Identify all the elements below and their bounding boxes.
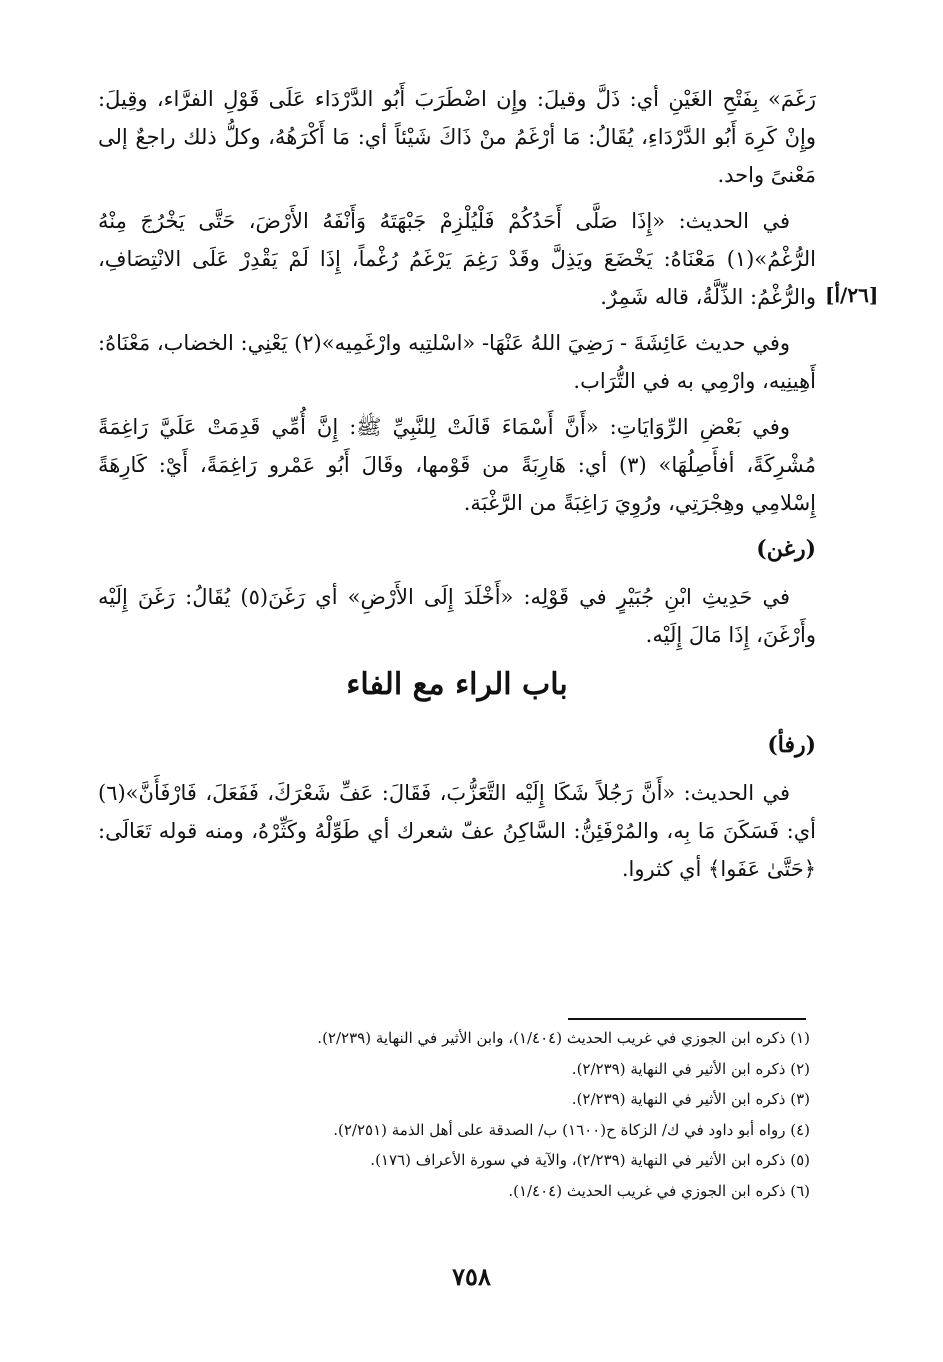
paragraph-2: في الحديث: «إِذَا صَلَّى أَحَدُكُمْ فَلْيُلْزِمْ جَبْهَتَهُ وَأَنْفَهُ الأَرْضَ، حَتَّى يَخْرُجَ مِنْهُ الرُّغْمُ»(١) مَعْنَاهُ: يَخْضَعَ ويَذِلَّ وقَدْ رَغِمَ يَرْغَمُ رُغْماً، إِذَا لَمْ يَقْدِرْ عَلَى الانْتِصَافِ، والرُّغْمُ: الذِّلَّةُ، قاله شَمِرٌ. xyxy=(98,209,816,309)
paragraph-3: وفي حديث عَائِشَةَ - رَضِيَ اللهُ عَنْهَا- «اسْلتِيه وارْغَمِيه»(٢) يَعْنِي: الخضاب، مَعْنَاهُ: أَهِينِيه، وارْمِي به في التُّرَاب. xyxy=(98,331,816,393)
main-text xyxy=(98,80,816,896)
paragraph-5: في حَدِيثِ ابْنِ جُبَيْرٍ في قَوْلِه: «أَخْلَدَ إِلَى الأَرْضِ» أي رَغَنَ(٥) يُقَالُ: رَغَنَ إِلَيْه وأَرْغَنَ، إِذَا مَالَ إِلَيْه. xyxy=(98,585,816,647)
paragraph-6: في الحديث: «أَنَّ رَجُلاً شَكَا إِلَيْه التَّعَزُّبَ، فَقَالَ: عَفِّ شَعْرَكَ، فَفَعَلَ، فَارْفَأَنَّ»(٦) أي: فَسَكَنَ مَا بِه، والمُرْفَئِنُّ: السَّاكِنُ عفّ شعرك أي طَوِّلْهُ وكَثِّرْهُ، ومنه قوله تَعَالَى: ﴿حَتَّىٰ عَفَوا﴾ أي كثروا. xyxy=(98,781,816,881)
footnote-2: (٢) ذكره ابن الأثير في النهاية (٢/٢٣٩). xyxy=(571,1059,810,1078)
entry-heading-raghan: (رغن) xyxy=(756,536,816,562)
footnote-3: (٣) ذكره ابن الأثير في النهاية (٢/٢٣٩). xyxy=(571,1090,810,1108)
paragraph-1: رَغَمَ» بِفَتْحِ الغَيْنِ أي: ذَلَّ وقيلَ: وإِن اضْطَرَبَ أَبُو الدَّرْدَاء عَلَى قَوْلِ الفرَّاء، وقِيلَ: وإِنْ كَرِهَ أَبُو الدَّرْدَاءِ، يُقَالُ: مَا أرْغَمُ منْ ذَاكَ شَيْئاً أي: مَا أَكْرَهُهُ، وكلُّ ذلك راجعٌ إلى مَعْنىً واحد. xyxy=(98,87,816,187)
page-number: ٧٥٨ xyxy=(452,1262,491,1291)
chapter-title: باب الراء مع الفاء xyxy=(346,667,568,702)
footnotes xyxy=(120,1023,810,1206)
footnote-4: (٤) رواه أبو داود في ك/ الزكاة ح(١٦٠٠) ب/ الصدقة على أهل الذمة (٢/٢٥١). xyxy=(333,1120,810,1139)
footnote-separator xyxy=(568,1018,806,1020)
entry-heading-rafa: (رفأ) xyxy=(767,732,816,758)
margin-reference: [٢٦/أ] xyxy=(825,283,879,307)
footnote-1: (١) ذكره ابن الجوزي في غريب الحديث (١/٤٠٤)، وابن الأثير في النهاية (٢/٢٣٩). xyxy=(317,1029,810,1047)
footnote-5: (٥) ذكره ابن الأثير في النهاية (٢/٢٣٩)، والآية في سورة الأعراف (١٧٦). xyxy=(370,1151,810,1169)
footnote-6: (٦) ذكره ابن الجوزي في غريب الحديث (١/٤٠٤). xyxy=(508,1181,810,1200)
paragraph-4: وفي بَعْضِ الرِّوَايَاتِ: «أَنَّ أَسْمَاءَ قَالَتْ لِلنَّبِيِّ ﷺ: إِنَّ أُمِّي قَدِمَتْ عَلَيَّ رَاغِمَةً مُشْرِكَةً، أفأَصِلُهَا» (٣) أي: هَارِبَةً من قَوْمها، وقَالَ أَبُو عَمْرو رَاغِمَةً، أَيْ: كَارِهَةً إِسْلامِي وهِجْرَتِي، ورُوِيَ رَاغِبَةً من الرَّغْبَة. xyxy=(98,415,816,515)
